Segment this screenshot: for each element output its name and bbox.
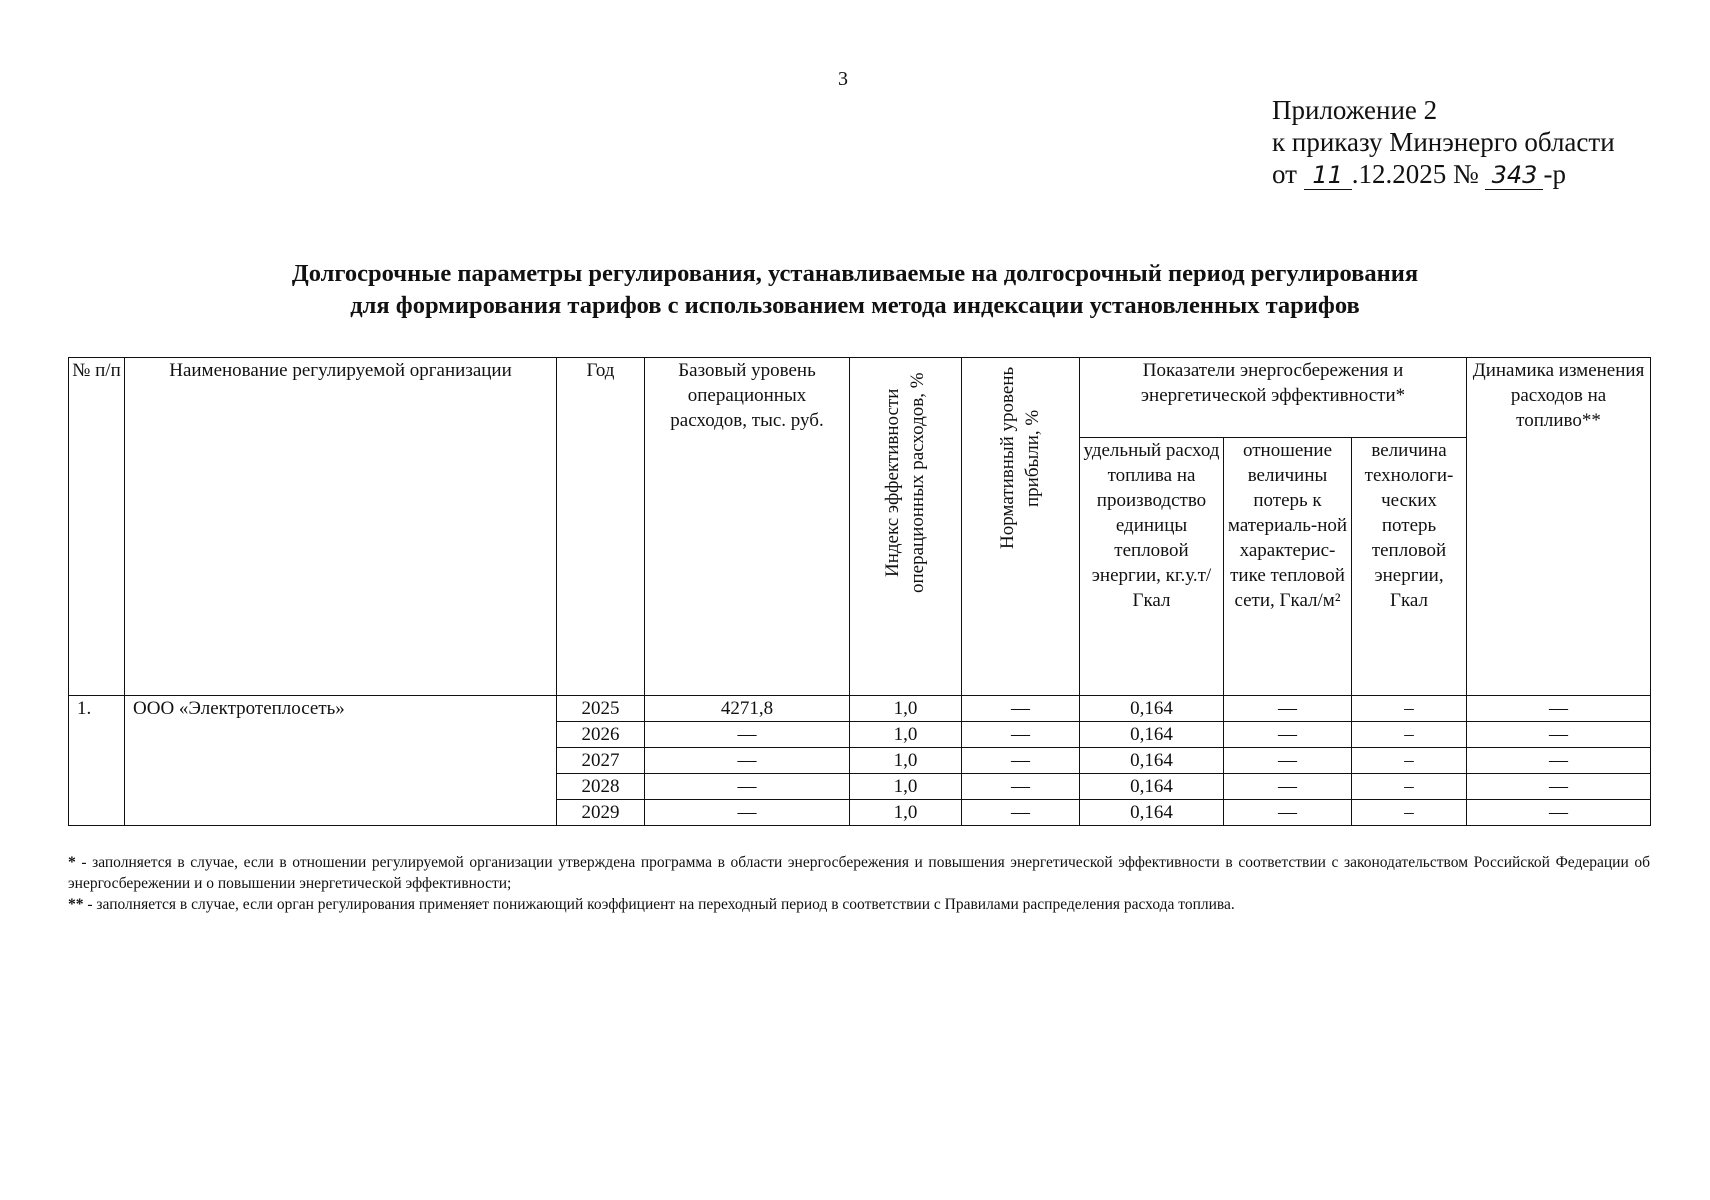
header-num: № п/п — [69, 358, 125, 696]
header-profit-text: Нормативный уровень прибыли, % — [996, 366, 1043, 550]
header-efficiency-index — [850, 358, 962, 696]
cell-year: 2027 — [557, 748, 645, 774]
cell-loss-ratio: — — [1224, 774, 1352, 800]
cell-profit: — — [962, 696, 1080, 722]
cell-base-cost: — — [645, 800, 850, 826]
appendix-prefix: от — [1272, 159, 1297, 189]
header-profit — [962, 358, 1080, 696]
cell-loss-ratio: — — [1224, 696, 1352, 722]
table-row — [69, 696, 1651, 722]
cell-fuel-dynamics: — — [1467, 696, 1651, 722]
cell-loss-ratio: — — [1224, 748, 1352, 774]
header-base-cost: Базовый уровень операционных расходов, тыс. руб. — [645, 358, 850, 696]
cell-tech-loss: – — [1352, 800, 1467, 826]
cell-efficiency-index: 1,0 — [850, 722, 962, 748]
cell-fuel-rate: 0,164 — [1080, 748, 1224, 774]
cell-profit: — — [962, 774, 1080, 800]
footnote-1-mark: * — [68, 854, 76, 871]
cell-fuel-dynamics: — — [1467, 800, 1651, 826]
header-year: Год — [557, 358, 645, 696]
order-date: .12.2025 № — [1351, 159, 1479, 189]
row-number: 1. — [69, 696, 125, 826]
order-number-suffix: -р — [1543, 159, 1566, 189]
cell-profit: — — [962, 748, 1080, 774]
header-fuel-dynamics: Динамика изменения расходов на топливо** — [1467, 358, 1651, 696]
cell-fuel-dynamics: — — [1467, 748, 1651, 774]
cell-efficiency-index: 1,0 — [850, 800, 962, 826]
cell-tech-loss: – — [1352, 774, 1467, 800]
page-number: 3 — [838, 68, 848, 90]
cell-efficiency-index: 1,0 — [850, 696, 962, 722]
cell-loss-ratio: — — [1224, 800, 1352, 826]
order-day-handwritten: 11 — [1304, 161, 1352, 190]
cell-tech-loss: – — [1352, 748, 1467, 774]
header-organization: Наименование регулируемой организации — [125, 358, 557, 696]
cell-base-cost: — — [645, 748, 850, 774]
cell-base-cost: — — [645, 774, 850, 800]
cell-year: 2026 — [557, 722, 645, 748]
cell-fuel-rate: 0,164 — [1080, 800, 1224, 826]
footnote-2-mark: ** — [68, 896, 84, 913]
cell-efficiency-index: 1,0 — [850, 774, 962, 800]
cell-tech-loss: – — [1352, 696, 1467, 722]
cell-year: 2028 — [557, 774, 645, 800]
header-fuel-rate: удельный расход топлива на производство единицы тепловой энергии, кг.у.т/Гкал — [1080, 438, 1224, 696]
cell-tech-loss: – — [1352, 722, 1467, 748]
document-title — [100, 258, 1610, 322]
cell-base-cost: 4271,8 — [645, 696, 850, 722]
footnote-1-text: - заполняется в случае, если в отношении регулируемой организации утверждена программа в области энергосбережения и повышения энергетической эффективности в соответствии с законодательством Российской Федерации об энергосбережении и о повышении энергетической эффективности; — [68, 854, 1650, 892]
cell-year: 2029 — [557, 800, 645, 826]
footnote-2-text: - заполняется в случае, если орган регулирования применяет понижающий коэффициент на переходный период в соответствии с Правилами распределения расхода топлива. — [83, 896, 1235, 913]
appendix-block — [1272, 94, 1615, 190]
header-energy-group: Показатели энергосбережения и энергетической эффективности* — [1080, 358, 1467, 438]
cell-profit: — — [962, 800, 1080, 826]
cell-base-cost: — — [645, 722, 850, 748]
cell-year: 2025 — [557, 696, 645, 722]
header-tech-loss: величина технологи-ческих потерь тепловой энергии, Гкал — [1352, 438, 1467, 696]
document-title-line-1: Долгосрочные параметры регулирования, устанавливаемые на долгосрочный период регулирования — [291, 260, 1419, 287]
footnote-1 — [68, 852, 1650, 894]
footnote-2 — [68, 894, 1650, 915]
header-loss-ratio: отношение величины потерь к материаль-ной характерис-тике тепловой сети, Гкал/м² — [1224, 438, 1352, 696]
order-number-handwritten: 343 — [1485, 161, 1543, 190]
header-efficiency-index-text: Индекс эффективности операционных расходов, % — [881, 372, 928, 594]
cell-fuel-rate: 0,164 — [1080, 722, 1224, 748]
cell-fuel-dynamics: — — [1467, 722, 1651, 748]
appendix-line-2: к приказу Минэнерго области — [1272, 127, 1615, 157]
cell-profit: — — [962, 722, 1080, 748]
cell-efficiency-index: 1,0 — [850, 748, 962, 774]
document-title-line-2: для формирования тарифов с использованием метода индексации установленных тарифов — [350, 292, 1360, 319]
parameters-table — [68, 357, 1651, 826]
footnotes — [68, 852, 1650, 915]
organization-name: ООО «Электротеплосеть» — [125, 696, 557, 826]
appendix-line-1: Приложение 2 — [1272, 95, 1438, 125]
cell-loss-ratio: — — [1224, 722, 1352, 748]
cell-fuel-rate: 0,164 — [1080, 696, 1224, 722]
cell-fuel-rate: 0,164 — [1080, 774, 1224, 800]
appendix-line-3 — [1272, 158, 1615, 190]
cell-fuel-dynamics: — — [1467, 774, 1651, 800]
